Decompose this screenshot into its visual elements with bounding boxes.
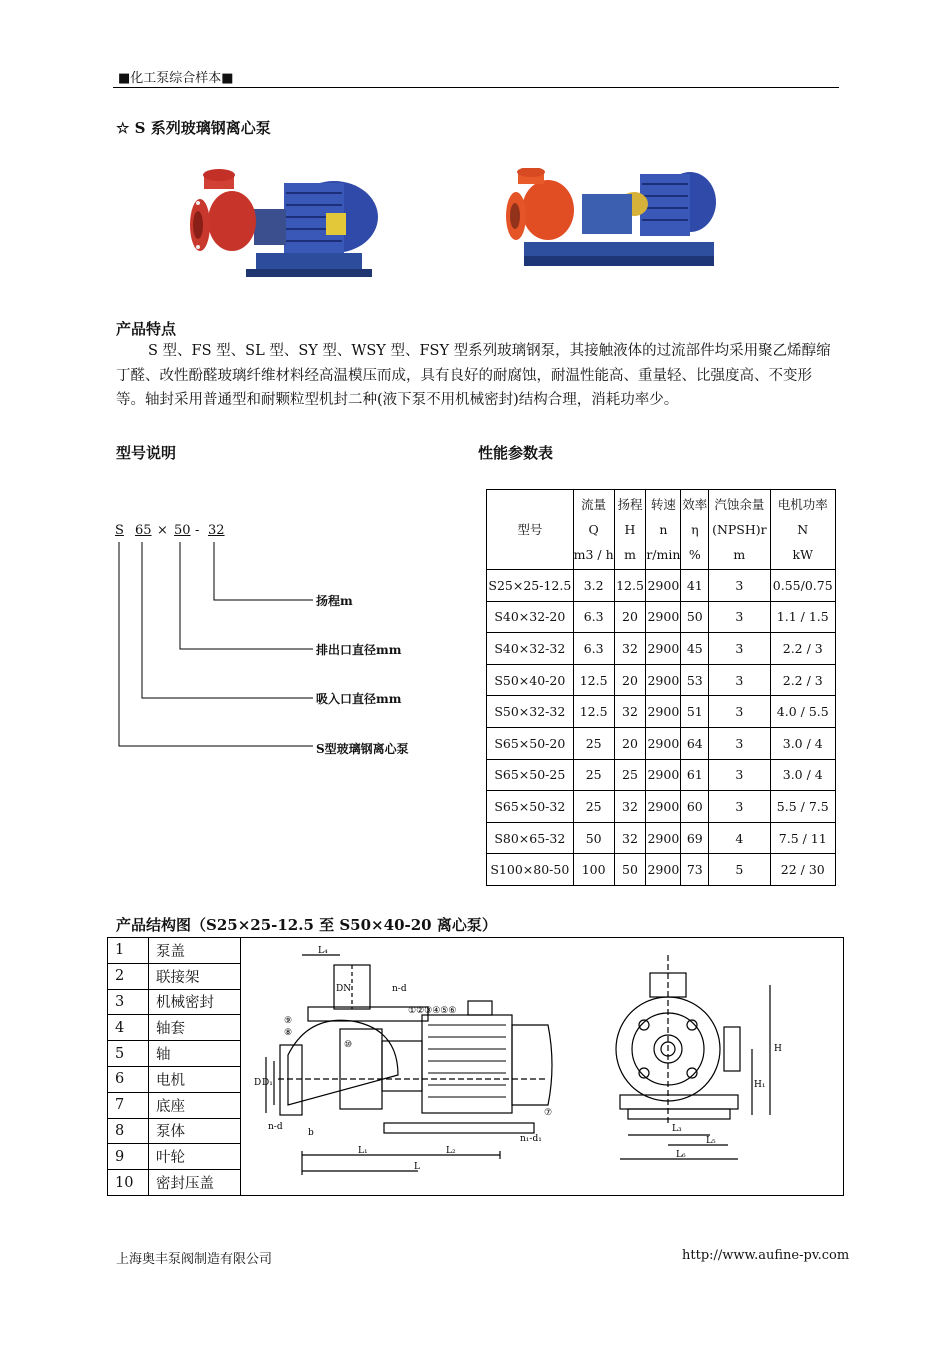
- callout-1-6: ①②③④⑤⑥: [408, 1006, 457, 1016]
- code-head: 32: [208, 523, 225, 538]
- table-cell: 7.5 / 11: [770, 822, 836, 854]
- table-cell: 1.1 / 1.5: [770, 601, 836, 633]
- model-desc-heading: 型号说明: [116, 444, 177, 462]
- table-cell: 53: [681, 664, 709, 696]
- table-cell: 2900: [646, 727, 681, 759]
- callout-8: ⑧: [284, 1028, 293, 1038]
- table-cell: 50: [614, 854, 646, 886]
- callout-7: ⑦: [544, 1108, 553, 1118]
- table-cell: 5.5 / 7.5: [770, 791, 836, 823]
- table-cell: 3: [709, 633, 770, 665]
- header-efficiency: 效率 η %: [681, 490, 709, 570]
- label-outlet-diameter: 排出口直径mm: [316, 643, 402, 657]
- table-cell: S65×50-32: [487, 791, 574, 823]
- dim-l6: L₆: [676, 1150, 686, 1160]
- part-name: 泵体: [149, 1118, 241, 1144]
- table-cell: 3: [709, 791, 770, 823]
- part-number: 4: [108, 1015, 149, 1041]
- table-cell: 3: [709, 570, 770, 602]
- dim-l5: L₅: [706, 1136, 716, 1146]
- code-outlet: 50: [174, 523, 191, 538]
- table-row: [487, 727, 836, 759]
- table-cell: 32: [614, 822, 646, 854]
- part-name: 轴: [149, 1041, 241, 1067]
- part-name: 电机: [149, 1066, 241, 1092]
- table-row: [487, 822, 836, 854]
- code-dash: -: [195, 523, 200, 538]
- table-cell: 12.5: [614, 570, 646, 602]
- label-head: 扬程m: [316, 594, 353, 608]
- header-flow: 流量 Q m3 / h: [573, 490, 614, 570]
- dim-l: L: [414, 1162, 420, 1172]
- part-name: 联接架: [149, 963, 241, 989]
- part-number: 2: [108, 963, 149, 989]
- table-cell: 4: [709, 822, 770, 854]
- table-row: [487, 601, 836, 633]
- table-cell: S65×50-25: [487, 759, 574, 791]
- part-number: 8: [108, 1118, 149, 1144]
- table-cell: 3: [709, 727, 770, 759]
- part-number: 3: [108, 989, 149, 1015]
- dim-dn: DN: [336, 984, 352, 994]
- table-cell: 32: [614, 696, 646, 728]
- dim-l3: L₃: [672, 1124, 682, 1134]
- header-divider: [113, 87, 839, 88]
- dim-l2: L₂: [446, 1146, 456, 1156]
- header-speed: 转速 n r/min: [646, 490, 681, 570]
- table-cell: 60: [681, 791, 709, 823]
- table-cell: 3: [709, 696, 770, 728]
- table-cell: 22 / 30: [770, 854, 836, 886]
- table-cell: S40×32-32: [487, 633, 574, 665]
- code-times: ×: [157, 523, 168, 538]
- perf-table-heading: 性能参数表: [478, 444, 554, 462]
- part-name: 轴套: [149, 1015, 241, 1041]
- label-pump-type: S型玻璃钢离心泵: [316, 742, 409, 756]
- table-cell: 4.0 / 5.5: [770, 696, 836, 728]
- dim-nd: n-d: [392, 984, 407, 994]
- part-name: 机械密封: [149, 989, 241, 1015]
- features-heading: 产品特点: [116, 320, 177, 338]
- table-cell: 32: [614, 633, 646, 665]
- table-cell: 6.3: [573, 633, 614, 665]
- table-cell: 51: [681, 696, 709, 728]
- table-cell: 25: [614, 759, 646, 791]
- table-cell: 3: [709, 601, 770, 633]
- table-cell: 2900: [646, 854, 681, 886]
- table-cell: 3.0 / 4: [770, 759, 836, 791]
- table-cell: 3.2: [573, 570, 614, 602]
- part-number: 7: [108, 1092, 149, 1118]
- table-cell: 2900: [646, 664, 681, 696]
- dim-l1: L₁: [358, 1146, 368, 1156]
- structure-drawing: [248, 945, 838, 1191]
- table-cell: 45: [681, 633, 709, 665]
- features-text: S 型、FS 型、SL 型、SY 型、WSY 型、FSY 型系列玻璃钢泵，其接触液体的过流部件均采用聚乙烯醇缩丁醛、改性酚醛玻璃纤维材料经高温模压而成，具有良好的耐腐蚀，耐温性能高、重量轻、比强度高、不变形等。轴封采用普通型和耐颗粒型机封二种(液下泵不用机械密封)结构合理，消耗功率少。: [116, 343, 831, 408]
- table-cell: 2900: [646, 759, 681, 791]
- footer-company: 上海奥丰泵阀制造有限公司: [116, 1252, 273, 1267]
- table-cell: 32: [614, 791, 646, 823]
- table-cell: S50×40-20: [487, 664, 574, 696]
- header-npsh: 汽蚀余量 (NPSH)r m: [709, 490, 770, 570]
- table-cell: S100×80-50: [487, 854, 574, 886]
- table-cell: 69: [681, 822, 709, 854]
- table-cell: 25: [573, 759, 614, 791]
- dim-h: H: [774, 1044, 782, 1054]
- table-cell: S40×32-20: [487, 601, 574, 633]
- table-row: [487, 570, 836, 602]
- header-title: ■化工泵综合样本■: [118, 71, 234, 86]
- table-cell: 2900: [646, 791, 681, 823]
- part-name: 泵盖: [149, 938, 241, 964]
- dim-n1d1: n₁-d₁: [520, 1134, 542, 1144]
- dim-l4: L₄: [318, 946, 328, 956]
- table-cell: 64: [681, 727, 709, 759]
- table-cell: S50×32-32: [487, 696, 574, 728]
- table-cell: 61: [681, 759, 709, 791]
- header-power: 电机功率 N kW: [770, 490, 836, 570]
- performance-table: [486, 489, 836, 886]
- header-model: 型号: [487, 490, 574, 570]
- table-cell: 20: [614, 727, 646, 759]
- table-cell: 2900: [646, 601, 681, 633]
- table-cell: 2900: [646, 633, 681, 665]
- table-cell: 2900: [646, 696, 681, 728]
- table-cell: 12.5: [573, 664, 614, 696]
- table-cell: 25: [573, 727, 614, 759]
- table-cell: S25×25-12.5: [487, 570, 574, 602]
- part-name: 密封压盖: [149, 1170, 241, 1196]
- table-row: [487, 791, 836, 823]
- footer-url: http://www.aufine-pv.com: [682, 1248, 850, 1263]
- table-cell: 2.2 / 3: [770, 664, 836, 696]
- part-number: 10: [108, 1170, 149, 1196]
- table-cell: 50: [681, 601, 709, 633]
- table-cell: 50: [573, 822, 614, 854]
- table-row: [487, 854, 836, 886]
- table-cell: S80×65-32: [487, 822, 574, 854]
- dim-d: D: [254, 1078, 262, 1088]
- table-row: [487, 664, 836, 696]
- dim-d1: D₁: [262, 1078, 273, 1088]
- structure-heading: 产品结构图（S25×25-12.5 至 S50×40-20 离心泵）: [116, 916, 497, 934]
- table-cell: 20: [614, 601, 646, 633]
- table-cell: 25: [573, 791, 614, 823]
- table-row: [487, 633, 836, 665]
- model-code-lines: [110, 540, 320, 752]
- table-cell: 73: [681, 854, 709, 886]
- header-head: 扬程 H m: [614, 490, 646, 570]
- label-inlet-diameter: 吸入口直径mm: [316, 692, 402, 706]
- product-title: ☆ S 系列玻璃钢离心泵: [116, 119, 271, 137]
- table-cell: 2900: [646, 570, 681, 602]
- code-inlet: 65: [135, 523, 152, 538]
- table-cell: 6.3: [573, 601, 614, 633]
- table-cell: 100: [573, 854, 614, 886]
- table-cell: 5: [709, 854, 770, 886]
- table-cell: 2900: [646, 822, 681, 854]
- table-cell: 3: [709, 664, 770, 696]
- part-number: 5: [108, 1041, 149, 1067]
- table-cell: 41: [681, 570, 709, 602]
- table-row: [487, 759, 836, 791]
- table-cell: 3.0 / 4: [770, 727, 836, 759]
- part-name: 底座: [149, 1092, 241, 1118]
- table-cell: 0.55/0.75: [770, 570, 836, 602]
- callout-10: ⑩: [344, 1040, 353, 1050]
- part-number: 1: [108, 938, 149, 964]
- pump-photo-right: [504, 168, 716, 274]
- table-cell: 3: [709, 759, 770, 791]
- code-s: S: [115, 523, 124, 538]
- part-number: 6: [108, 1066, 149, 1092]
- table-row: [487, 696, 836, 728]
- table-cell: 20: [614, 664, 646, 696]
- dim-nd-bottom: n-d: [268, 1122, 283, 1132]
- dim-h1: H₁: [754, 1080, 766, 1090]
- callout-9: ⑨: [284, 1016, 293, 1026]
- table-cell: S65×50-20: [487, 727, 574, 759]
- part-number: 9: [108, 1144, 149, 1170]
- table-cell: 2.2 / 3: [770, 633, 836, 665]
- pump-photo-left: [186, 165, 392, 285]
- dim-b: b: [308, 1128, 314, 1138]
- part-name: 叶轮: [149, 1144, 241, 1170]
- table-cell: 12.5: [573, 696, 614, 728]
